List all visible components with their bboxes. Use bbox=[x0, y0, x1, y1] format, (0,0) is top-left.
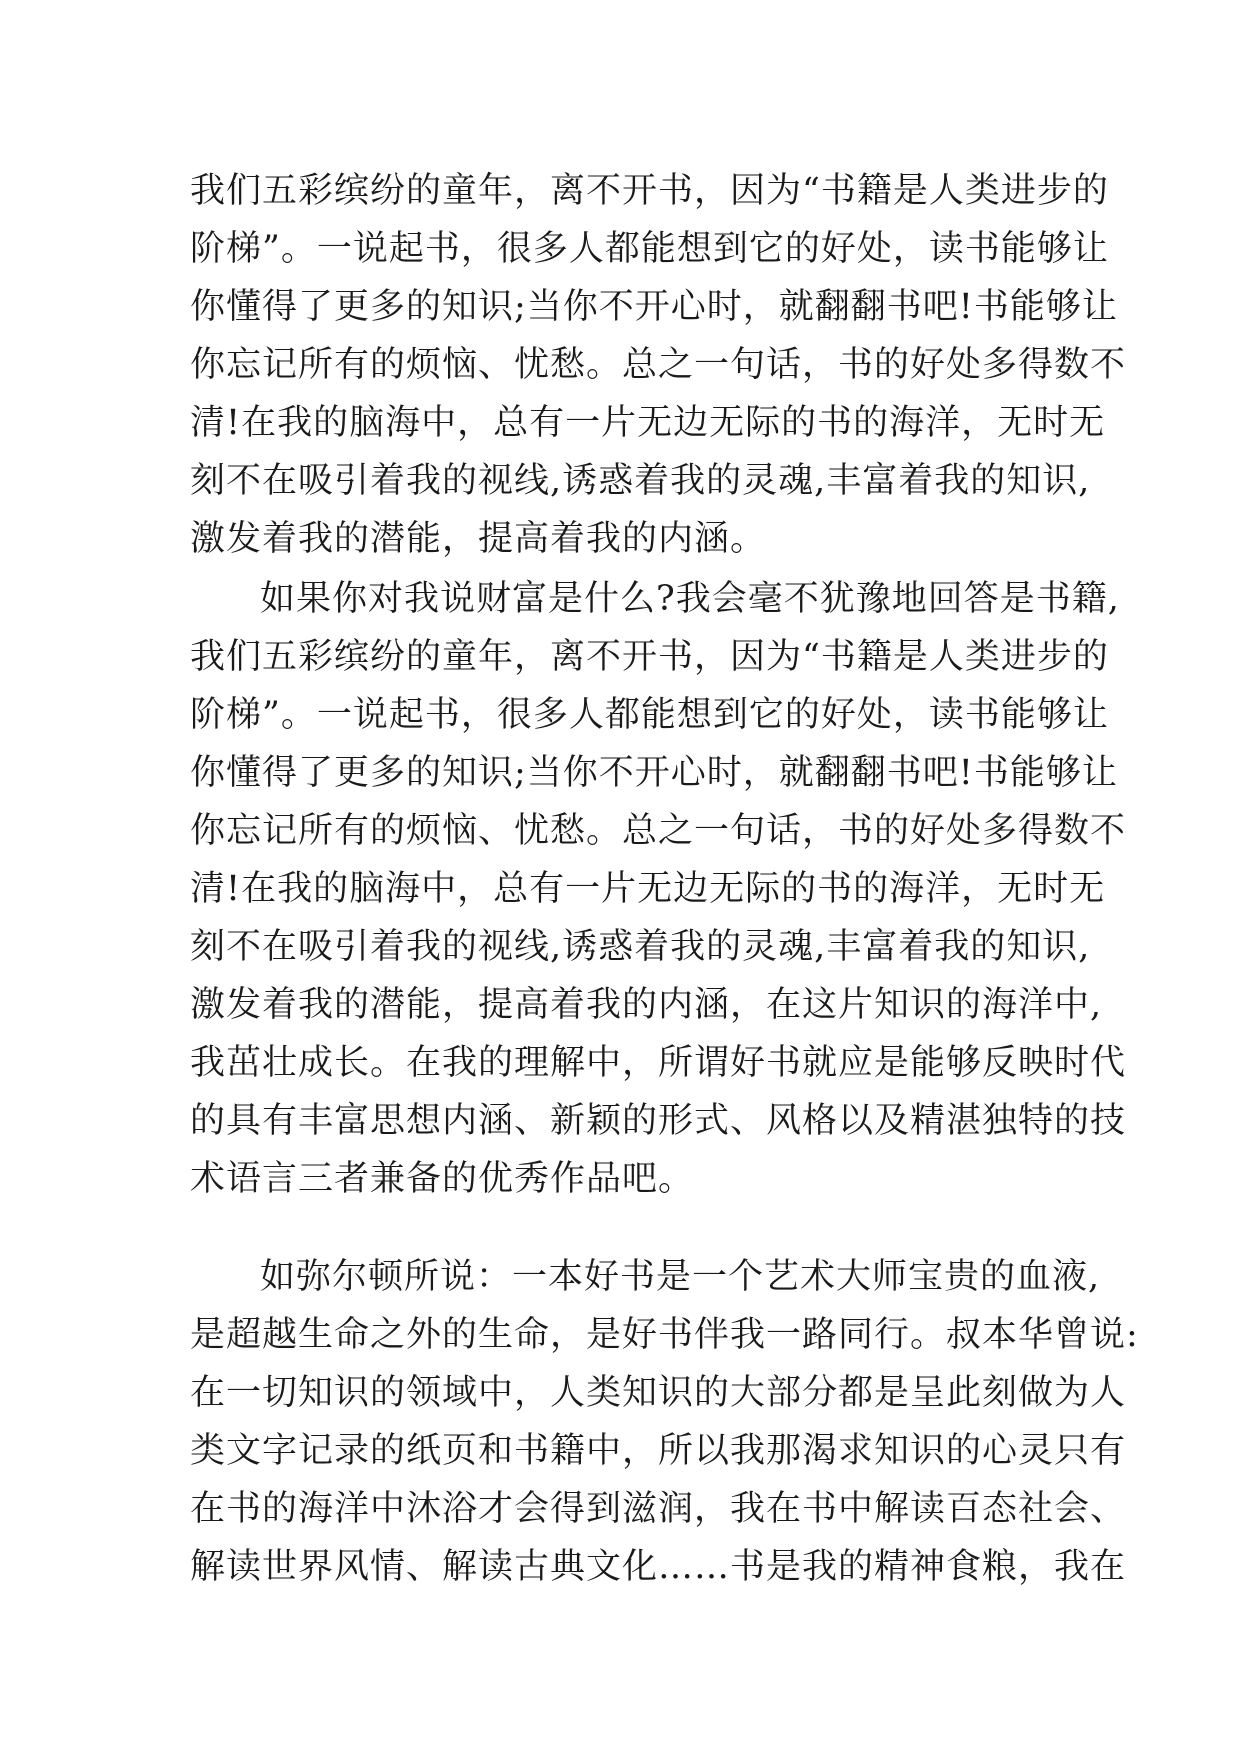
paragraph-1 bbox=[190, 162, 1127, 568]
text-line: 你懂得了更多的知识;当你不开心时，就翻翻书吧!书能够让 bbox=[190, 287, 1118, 327]
text-line: 清!在我的脑海中，总有一片无边无际的书的海洋，无时无 bbox=[190, 403, 1106, 443]
text-line: 如果你对我说财富是什么?我会毫不犹豫地回答是书籍, bbox=[260, 579, 1120, 619]
paragraph-2 bbox=[190, 570, 1127, 1208]
text-line: 你忘记所有的烦恼、忧愁。总之一句话，书的好处多得数不 bbox=[190, 345, 1127, 385]
text-line: 我们五彩缤纷的童年，离不开书，因为“书籍是人类进步的 bbox=[190, 171, 1109, 211]
text-line: 在一切知识的领域中，人类知识的大部分都是呈此刻做为人 bbox=[190, 1373, 1127, 1413]
text-line: 你忘记所有的烦恼、忧愁。总之一句话，书的好处多得数不 bbox=[190, 811, 1127, 851]
text-line: 术语言三者兼备的优秀作品吧。 bbox=[190, 1159, 695, 1199]
text-line: 阶梯”。一说起书，很多人都能想到它的好处，读书能够让 bbox=[190, 695, 1109, 735]
text-line: 如弥尔顿所说：一本好书是一个艺术大师宝贵的血液, bbox=[260, 1257, 1101, 1297]
paragraph-3 bbox=[190, 1248, 1139, 1596]
text-line: 在书的海洋中沐浴才会得到滋润，我在书中解读百态社会、 bbox=[190, 1489, 1127, 1529]
text-line: 的具有丰富思想内涵、新颖的形式、风格以及精湛独特的技 bbox=[190, 1101, 1127, 1141]
text-line: 激发着我的潜能，提高着我的内涵。 bbox=[190, 519, 767, 559]
text-line: 刻不在吸引着我的视线,诱惑着我的灵魂,丰富着我的知识, bbox=[190, 927, 1091, 967]
text-line: 类文字记录的纸页和书籍中，所以我那渴求知识的心灵只有 bbox=[190, 1431, 1127, 1471]
text-line: 刻不在吸引着我的视线,诱惑着我的灵魂,丰富着我的知识, bbox=[190, 461, 1091, 501]
text-line: 是超越生命之外的生命，是好书伴我一路同行。叔本华曾说: bbox=[190, 1315, 1139, 1355]
text-line: 清!在我的脑海中，总有一片无边无际的书的海洋，无时无 bbox=[190, 869, 1106, 909]
text-line: 我茁壮成长。在我的理解中，所谓好书就应是能够反映时代 bbox=[190, 1043, 1127, 1083]
text-line: 你懂得了更多的知识;当你不开心时，就翻翻书吧!书能够让 bbox=[190, 753, 1118, 793]
text-line: 阶梯”。一说起书，很多人都能想到它的好处，读书能够让 bbox=[190, 229, 1109, 269]
text-line: 解读世界风情、解读古典文化……书是我的精神食粮，我在 bbox=[190, 1547, 1127, 1587]
text-line: 我们五彩缤纷的童年，离不开书，因为“书籍是人类进步的 bbox=[190, 637, 1109, 677]
text-line: 激发着我的潜能，提高着我的内涵，在这片知识的海洋中, bbox=[190, 985, 1103, 1025]
